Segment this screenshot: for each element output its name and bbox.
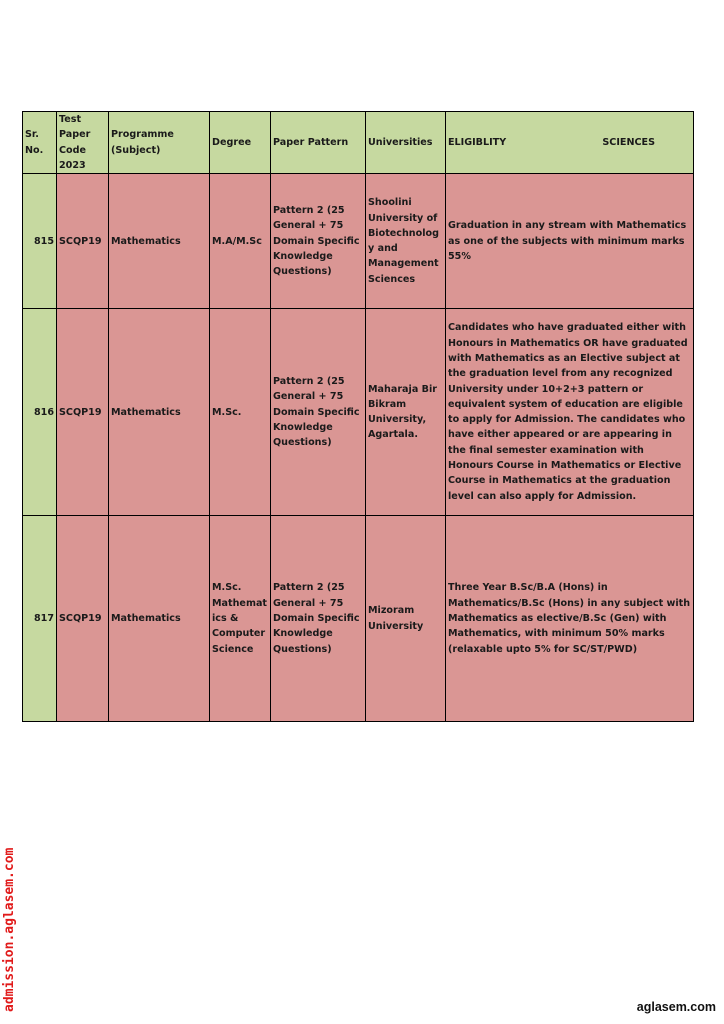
footer-site-label: aglasem.com — [636, 1000, 716, 1014]
eligibility-table — [22, 111, 694, 722]
header-test-paper-code: Test Paper Code 2023 — [57, 112, 109, 174]
cell-eligibility: Candidates who have graduated either with Honours in Mathematics OR have graduated with Mathematics as an Elective subject at the graduation level from any recognized University under 10+2+3 pattern or equivalent system of education are eligible to apply for Admission. The candidates who have either appeared or are appearing in the final semester examination with Honours Course in Mathematics or Elective Course in Mathematics at the graduation level can also apply for Admission. — [446, 309, 694, 516]
cell-degree: M.Sc. Mathematics & Computer Science — [210, 516, 271, 722]
cell-pattern: Pattern 2 (25 General + 75 Domain Specific Knowledge Questions) — [271, 516, 366, 722]
cell-code: SCQP19 — [57, 309, 109, 516]
cell-code: SCQP19 — [57, 174, 109, 309]
cell-code: SCQP19 — [57, 516, 109, 722]
header-universities: Universities — [366, 112, 446, 174]
cell-programme: Mathematics — [109, 516, 210, 722]
cell-university: Maharaja Bir Bikram University, Agartala. — [366, 309, 446, 516]
cell-degree: M.A/M.Sc — [210, 174, 271, 309]
cell-sr-no: 815 — [23, 174, 57, 309]
cell-sr-no: 817 — [23, 516, 57, 722]
watermark-text: admission.aglasem.com — [2, 847, 17, 1012]
header-paper-pattern: Paper Pattern — [271, 112, 366, 174]
header-row — [23, 112, 694, 174]
header-programme: Programme (Subject) — [109, 112, 210, 174]
cell-pattern: Pattern 2 (25 General + 75 Domain Specific Knowledge Questions) — [271, 309, 366, 516]
cell-programme: Mathematics — [109, 174, 210, 309]
table-row — [23, 516, 694, 722]
table-row — [23, 309, 694, 516]
cell-university: Mizoram University — [366, 516, 446, 722]
cell-eligibility: Three Year B.Sc/B.A (Hons) in Mathematics/B.Sc (Hons) in any subject with Mathematics as elective/B.Sc (Gen) with Mathematics, with minimum 50% marks (relaxable upto 5% for SC/ST/PWD) — [446, 516, 694, 722]
header-eligibility — [446, 112, 694, 174]
table-row — [23, 174, 694, 309]
cell-sr-no: 816 — [23, 309, 57, 516]
cell-degree: M.Sc. — [210, 309, 271, 516]
header-stream-label: SCIENCES — [602, 136, 655, 148]
header-eligibility-label: ELIGIBLITY — [448, 136, 507, 148]
cell-university: Shoolini University of Biotechnology and Management Sciences — [366, 174, 446, 309]
cell-programme: Mathematics — [109, 309, 210, 516]
cell-eligibility: Graduation in any stream with Mathematics as one of the subjects with minimum marks 55% — [446, 174, 694, 309]
header-degree: Degree — [210, 112, 271, 174]
header-sr-no: Sr. No. — [23, 112, 57, 174]
cell-pattern: Pattern 2 (25 General + 75 Domain Specific Knowledge Questions) — [271, 174, 366, 309]
